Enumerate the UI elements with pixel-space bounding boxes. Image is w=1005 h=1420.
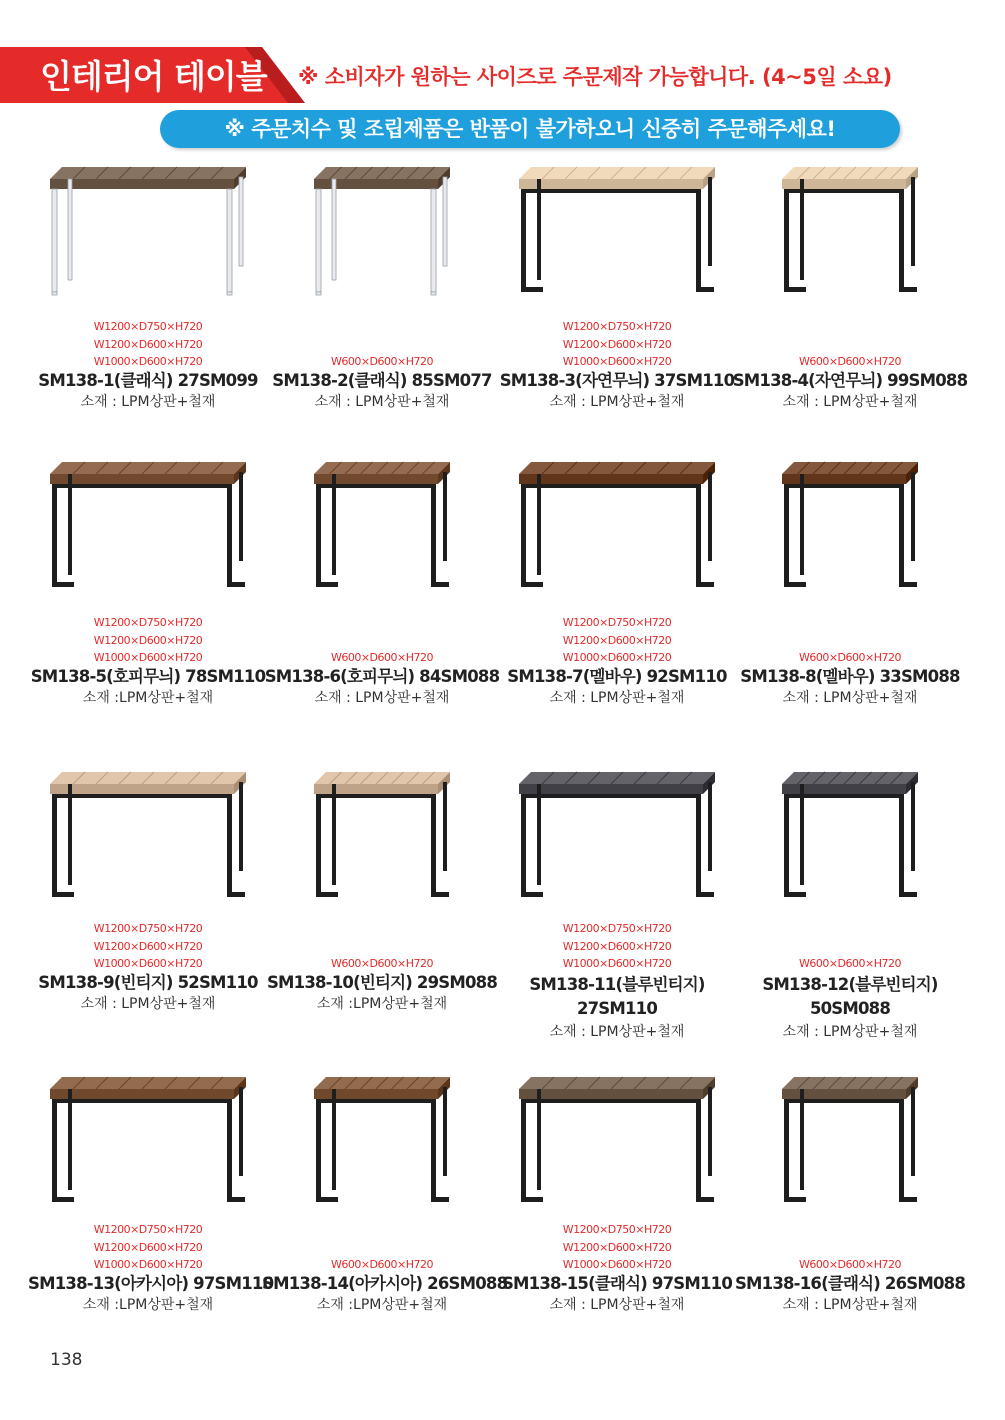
product-image[interactable] — [312, 460, 452, 599]
table-rail — [227, 892, 245, 897]
table-rail — [784, 1197, 806, 1202]
table-apron — [316, 1099, 436, 1103]
dimension-spec: W1200×D750×H720 — [93, 320, 203, 333]
table-rail — [52, 892, 74, 897]
table-rail — [52, 582, 74, 587]
material-label: 소재 : LPM상판+철재 — [782, 1023, 918, 1040]
table-leg — [52, 794, 57, 897]
product-info — [28, 920, 268, 1015]
table-leg — [431, 1099, 436, 1202]
table-rail — [899, 892, 917, 897]
table-leg — [443, 782, 447, 871]
model-name: SM138-9(빈티지) 52SM110 — [38, 972, 258, 992]
table-illustration — [312, 165, 452, 300]
material-label: 소재 : LPM상판+철재 — [782, 689, 918, 706]
dimension-spec: W1000×D600×H720 — [562, 355, 672, 368]
model-name: SM138-15(클래식) 97SM110 — [501, 1273, 733, 1293]
dimension-spec: W1200×D600×H720 — [562, 1240, 672, 1254]
table-illustration — [780, 1075, 920, 1210]
table-leg — [431, 794, 436, 897]
dimension-spec: W600×D600×H720 — [798, 355, 902, 368]
table-illustration — [312, 460, 452, 595]
material-label: 소재 : LPM상판+철재 — [80, 393, 216, 410]
table-leg — [431, 189, 436, 292]
table-leg — [696, 484, 701, 587]
table-rail — [899, 287, 917, 292]
product-image[interactable] — [312, 770, 452, 909]
table-leg — [696, 189, 701, 292]
table-rail — [52, 1197, 74, 1202]
table-apron — [521, 189, 701, 193]
product-image[interactable] — [48, 165, 248, 304]
model-name: SM138-11(블루빈티지) 27SM110 — [529, 974, 705, 1018]
table-leg — [332, 1089, 336, 1190]
product-info — [730, 649, 970, 709]
table-rail — [227, 582, 245, 587]
product-image[interactable] — [312, 165, 452, 304]
table-leg — [537, 474, 541, 575]
table-leg — [899, 794, 904, 897]
material-label: 소재 : LPM상판+철재 — [80, 995, 216, 1012]
table-leg — [708, 1087, 712, 1176]
table-rail — [696, 287, 714, 292]
dimension-spec: W1200×D600×H720 — [562, 939, 672, 953]
table-rail — [316, 1197, 338, 1202]
table-rail — [227, 1197, 245, 1202]
table-apron — [52, 794, 232, 798]
material-label: 소재 : LPM상판+철재 — [549, 1296, 685, 1313]
material-label: 소재 : LPM상판+철재 — [549, 689, 685, 706]
table-rail — [521, 287, 543, 292]
dimension-spec: W600×D600×H720 — [798, 651, 902, 664]
table-foot — [431, 292, 436, 295]
dimension-spec: W1000×D600×H720 — [93, 651, 203, 664]
table-leg — [521, 1099, 526, 1202]
table-leg — [227, 189, 232, 292]
dimension-spec: W1200×D750×H720 — [562, 616, 672, 629]
product-info — [497, 614, 737, 709]
table-illustration — [517, 460, 717, 595]
table-leg — [521, 484, 526, 587]
model-name: SM138-10(빈티지) 29SM088 — [266, 972, 498, 992]
table-leg — [899, 1099, 904, 1202]
product-info — [497, 1221, 737, 1316]
dimension-spec: W1000×D600×H720 — [93, 1258, 203, 1271]
table-rail — [316, 582, 338, 587]
dimension-spec: W1200×D600×H720 — [562, 337, 672, 351]
table-leg — [800, 474, 804, 575]
table-leg — [316, 484, 321, 587]
material-label: 소재 : LPM상판+철재 — [549, 393, 685, 410]
dimension-spec: W600×D600×H720 — [330, 957, 434, 970]
dimension-spec: W1200×D750×H720 — [562, 1223, 672, 1236]
table-apron — [784, 794, 904, 798]
dimension-spec: W600×D600×H720 — [798, 1258, 902, 1271]
product-image[interactable] — [517, 1075, 717, 1214]
material-label: 소재 :LPM상판+철재 — [82, 689, 214, 706]
table-rail — [899, 1197, 917, 1202]
model-name: SM138-12(블루빈티지) 50SM088 — [762, 974, 938, 1018]
model-name: SM138-1(클래식) 27SM099 — [38, 370, 258, 390]
table-leg — [316, 794, 321, 897]
custom-order-notice: ※ 소비자가 원하는 사이즈로 주문제작 가능합니다. (4~5일 소요) — [298, 65, 892, 89]
model-name: SM138-7(멜바우) 92SM110 — [507, 666, 727, 686]
dimension-spec: W600×D600×H720 — [330, 1258, 434, 1271]
product-image[interactable] — [780, 165, 920, 304]
model-name: SM138-5(호피무늬) 78SM110 — [30, 666, 266, 686]
product-image[interactable] — [780, 770, 920, 909]
table-rail — [316, 892, 338, 897]
model-name: SM138-8(멜바우) 33SM088 — [740, 666, 960, 686]
table-leg — [521, 794, 526, 897]
table-leg — [899, 484, 904, 587]
table-leg — [911, 472, 915, 561]
dimension-spec: W1200×D600×H720 — [562, 633, 672, 647]
table-leg — [227, 1099, 232, 1202]
product-info — [730, 353, 970, 413]
product-image[interactable] — [517, 770, 717, 909]
page-title: 인테리어 테이블 — [40, 57, 267, 96]
page-number: 138 — [50, 1350, 83, 1370]
table-illustration — [48, 1075, 248, 1210]
product-image[interactable] — [780, 1075, 920, 1214]
model-name: SM138-14(아카시아) 26SM088 — [262, 1273, 508, 1293]
table-illustration — [780, 460, 920, 595]
product-image[interactable] — [312, 1075, 452, 1214]
table-apron — [316, 484, 436, 488]
table-leg — [696, 794, 701, 897]
table-leg — [332, 179, 336, 280]
table-rail — [784, 287, 806, 292]
table-leg — [332, 784, 336, 885]
table-leg — [52, 1099, 57, 1202]
table-rail — [521, 582, 543, 587]
table-illustration — [312, 1075, 452, 1210]
table-foot — [227, 292, 232, 295]
dimension-spec: W1200×D600×H720 — [93, 1240, 203, 1254]
table-leg — [784, 189, 789, 292]
product-image[interactable] — [780, 460, 920, 599]
dimension-spec: W1000×D600×H720 — [562, 957, 672, 970]
table-leg — [239, 1087, 243, 1176]
table-leg — [52, 484, 57, 587]
model-name: SM138-6(호피무늬) 84SM088 — [264, 666, 500, 686]
table-rail — [696, 582, 714, 587]
table-illustration — [48, 165, 248, 300]
table-apron — [52, 1099, 232, 1103]
table-leg — [784, 794, 789, 897]
table-leg — [443, 1087, 447, 1176]
material-label: 소재 : LPM상판+철재 — [314, 393, 450, 410]
product-info — [497, 920, 737, 1043]
product-image[interactable] — [517, 460, 717, 599]
table-illustration — [780, 165, 920, 300]
table-apron — [784, 189, 904, 193]
table-leg — [800, 784, 804, 885]
dimension-spec: W1200×D600×H720 — [93, 633, 203, 647]
dimension-spec: W1200×D750×H720 — [93, 922, 203, 935]
product-info — [262, 353, 502, 413]
table-leg — [537, 179, 541, 280]
product-info — [28, 614, 268, 709]
table-rail — [431, 1197, 449, 1202]
table-leg — [911, 177, 915, 266]
dimension-spec: W1200×D600×H720 — [93, 939, 203, 953]
table-apron — [316, 794, 436, 798]
table-leg — [227, 484, 232, 587]
product-image[interactable] — [48, 770, 248, 909]
dimension-spec: W1000×D600×H720 — [93, 957, 203, 970]
table-apron — [521, 484, 701, 488]
table-leg — [537, 1089, 541, 1190]
table-illustration — [48, 460, 248, 595]
table-leg — [316, 1099, 321, 1202]
table-leg — [52, 189, 57, 292]
material-label: 소재 :LPM상판+철재 — [316, 1296, 448, 1313]
dimension-spec: W1000×D600×H720 — [562, 1258, 672, 1271]
table-rail — [899, 582, 917, 587]
table-leg — [784, 1099, 789, 1202]
product-info — [497, 318, 737, 413]
product-image[interactable] — [48, 460, 248, 599]
table-leg — [800, 1089, 804, 1190]
table-leg — [708, 472, 712, 561]
table-illustration — [780, 770, 920, 905]
table-rail — [521, 1197, 543, 1202]
table-apron — [521, 794, 701, 798]
table-leg — [443, 472, 447, 561]
product-info — [262, 955, 502, 1015]
table-apron — [521, 1099, 701, 1103]
table-rail — [696, 892, 714, 897]
dimension-spec: W1200×D750×H720 — [93, 1223, 203, 1236]
dimension-spec: W1200×D750×H720 — [562, 922, 672, 935]
table-leg — [68, 784, 72, 885]
table-illustration — [48, 770, 248, 905]
table-leg — [227, 794, 232, 897]
table-rail — [784, 582, 806, 587]
table-rail — [784, 892, 806, 897]
table-illustration — [517, 165, 717, 300]
table-leg — [68, 474, 72, 575]
table-apron — [784, 484, 904, 488]
product-image[interactable] — [48, 1075, 248, 1214]
material-label: 소재 :LPM상판+철재 — [82, 1296, 214, 1313]
model-name: SM138-13(아카시아) 97SM110 — [28, 1273, 274, 1293]
product-info — [28, 1221, 274, 1316]
table-leg — [784, 484, 789, 587]
table-rail — [521, 892, 543, 897]
table-foot — [52, 292, 57, 295]
table-leg — [696, 1099, 701, 1202]
material-label: 소재 : LPM상판+철재 — [782, 1296, 918, 1313]
material-label: 소재 : LPM상판+철재 — [549, 1023, 685, 1040]
table-leg — [899, 189, 904, 292]
dimension-spec: W600×D600×H720 — [330, 651, 434, 664]
table-leg — [708, 177, 712, 266]
table-leg — [537, 784, 541, 885]
no-return-notice: ※ 주문치수 및 조립제품은 반품이 불가하오니 신중히 주문해주세요! — [160, 110, 900, 148]
product-info — [730, 955, 970, 1043]
product-info — [262, 1256, 508, 1316]
table-leg — [68, 179, 72, 280]
table-apron — [784, 1099, 904, 1103]
table-leg — [316, 189, 321, 292]
dimension-spec: W1000×D600×H720 — [562, 651, 672, 664]
product-info — [730, 1256, 970, 1316]
table-leg — [521, 189, 526, 292]
product-info — [28, 318, 268, 413]
model-name: SM138-3(자연무늬) 37SM110 — [499, 370, 735, 390]
table-leg — [443, 177, 447, 266]
material-label: 소재 :LPM상판+철재 — [316, 995, 448, 1012]
material-label: 소재 : LPM상판+철재 — [314, 689, 450, 706]
dimension-spec: W1200×D600×H720 — [93, 337, 203, 351]
table-leg — [911, 782, 915, 871]
table-leg — [239, 472, 243, 561]
table-leg — [68, 1089, 72, 1190]
table-rail — [431, 582, 449, 587]
table-apron — [52, 484, 232, 488]
table-leg — [239, 177, 243, 266]
product-info — [262, 649, 502, 709]
table-leg — [708, 782, 712, 871]
table-leg — [800, 179, 804, 280]
table-leg — [911, 1087, 915, 1176]
dimension-spec: W600×D600×H720 — [798, 957, 902, 970]
table-foot — [316, 292, 321, 295]
table-illustration — [517, 1075, 717, 1210]
dimension-spec: W1000×D600×H720 — [93, 355, 203, 368]
dimension-spec: W1200×D750×H720 — [93, 616, 203, 629]
model-name: SM138-4(자연무늬) 99SM088 — [732, 370, 968, 390]
table-illustration — [517, 770, 717, 905]
model-name: SM138-2(클래식) 85SM077 — [272, 370, 492, 390]
product-image[interactable] — [517, 165, 717, 304]
dimension-spec: W600×D600×H720 — [330, 355, 434, 368]
model-name: SM138-16(클래식) 26SM088 — [734, 1273, 966, 1293]
table-leg — [239, 782, 243, 871]
table-leg — [332, 474, 336, 575]
material-label: 소재 : LPM상판+철재 — [782, 393, 918, 410]
table-leg — [431, 484, 436, 587]
dimension-spec: W1200×D750×H720 — [562, 320, 672, 333]
table-rail — [696, 1197, 714, 1202]
table-illustration — [312, 770, 452, 905]
table-rail — [431, 892, 449, 897]
